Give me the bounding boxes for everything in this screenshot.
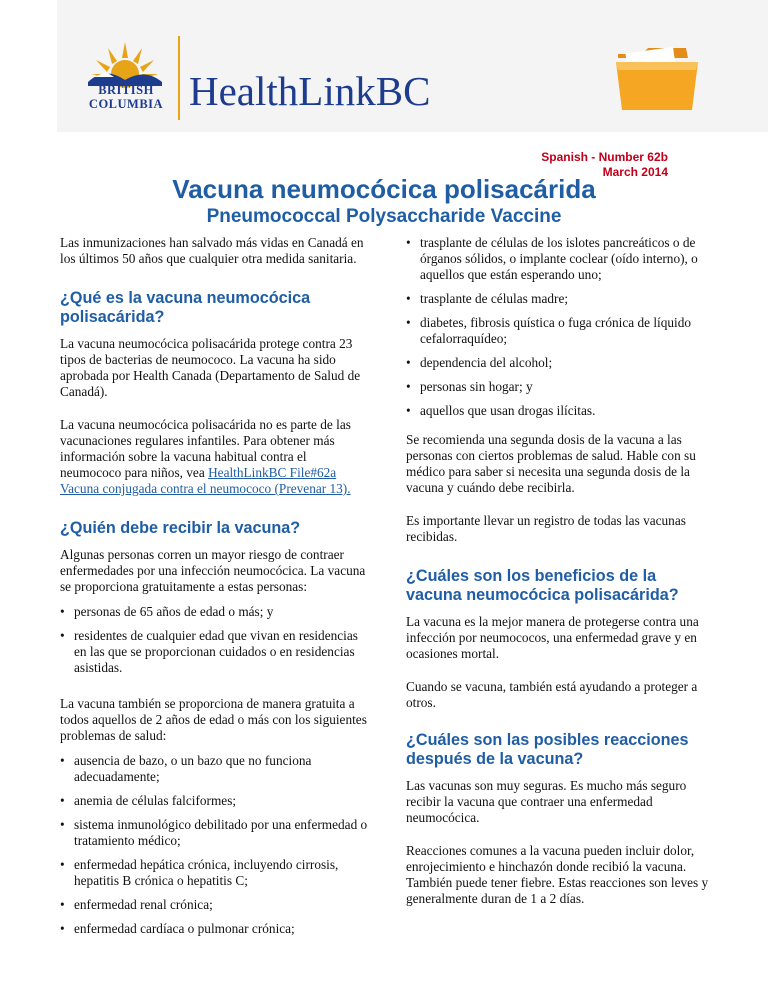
brand-name: HealthLinkBC <box>189 68 431 114</box>
heading-who: ¿Quién debe recibir la vacuna? <box>60 519 301 537</box>
what-paragraph-2-text: La vacuna neumocócica polisacárida no es parte de las vacunaciones regulares infantiles. Para obtener más información sobre la vacuna habitual contra el neumococo para niños, vea <box>60 417 351 480</box>
benefits-paragraph-1: La vacuna es la mejor manera de protegerse contra una infección por neumococos, una enfermedad grave y en ocasiones mortal. <box>406 614 699 661</box>
list-item: • sistema inmunológico debilitado por una enfermedad o tratamiento médico; <box>60 817 368 849</box>
folder-icon <box>612 40 702 115</box>
conditions-list-right <box>406 235 712 419</box>
second-dose-paragraph: Se recomienda una segunda dosis de la vacuna a las personas con ciertos problemas de salud. Hable con su médico para saber si necesita una segunda dosis de la vacuna y cuándo debe recibirla. <box>406 432 696 495</box>
list-item: • trasplante de células de los islotes pancreáticos o de órganos sólidos, o implante coclear (oído interno), o aquellos que están esperando uno; <box>406 235 712 283</box>
who-list <box>60 604 368 676</box>
page-subtitle: Pneumococcal Polysaccharide Vaccine <box>206 206 562 227</box>
healthlinkbc-62a-link[interactable]: HealthLinkBC File#62a Vacuna conjugada contra el neumococo (Prevenar 13). <box>60 465 351 496</box>
list-item: • enfermedad cardíaca o pulmonar crónica; <box>60 921 368 937</box>
benefits-paragraph-2: Cuando se vacuna, también está ayudando a proteger a otros. <box>406 679 698 710</box>
list-item: • ausencia de bazo, o un bazo que no funciona adecuadamente; <box>60 753 368 785</box>
bc-logo-line1: BRITISH <box>98 83 154 97</box>
conditions-list-left <box>60 753 368 937</box>
list-item: • dependencia del alcohol; <box>406 355 712 371</box>
intro-paragraph: Las inmunizaciones han salvado más vidas en Canadá en los últimos 50 años que cualquier otra medida sanitaria. <box>60 235 364 266</box>
who-paragraph-2: La vacuna también se proporciona de manera gratuita a todos aquellos de 2 años de edad o más con los siguientes problemas de salud: <box>60 696 367 743</box>
heading-what: ¿Qué es la vacuna neumocócica polisacárida? <box>60 289 311 326</box>
list-item: • residentes de cualquier edad que vivan en residencias en las que se proporcionan cuidados o en residencias asistidas. <box>60 628 368 676</box>
list-item: • diabetes, fibrosis quística o fuga crónica de líquido cefalorraquídeo; <box>406 315 712 347</box>
list-item: • anemia de células falciformes; <box>60 793 368 809</box>
heading-benefits: ¿Cuáles son los beneficios de la vacuna neumocócica polisacárida? <box>406 567 679 604</box>
heading-reactions: ¿Cuáles son las posibles reacciones después de la vacuna? <box>406 731 689 768</box>
list-item: • personas de 65 años de edad o más; y <box>60 604 368 620</box>
record-paragraph: Es importante llevar un registro de todas las vacunas recibidas. <box>406 513 686 544</box>
list-item: • enfermedad renal crónica; <box>60 897 368 913</box>
list-item: • trasplante de células madre; <box>406 291 712 307</box>
page-title: Vacuna neumocócica polisacárida <box>172 174 596 204</box>
reactions-paragraph-1: Las vacunas son muy seguras. Es mucho más seguro recibir la vacuna que contraer una enfermedad neumocócica. <box>406 778 687 825</box>
who-paragraph-1: Algunas personas corren un mayor riesgo de contraer enfermedades por una infección neumocócica. La vacuna se proporciona gratuitamente a estas personas: <box>60 547 366 594</box>
document-date: March 2014 <box>602 165 668 179</box>
reactions-paragraph-2: Reacciones comunes a la vacuna pueden incluir dolor, enrojecimiento e hinchazón donde recibió la vacuna. También puede tener fiebre. Estas reacciones son leves y generalmente duran de 1 a 2 días. <box>406 843 709 906</box>
logo-divider <box>178 36 180 120</box>
left-column <box>60 235 368 950</box>
what-paragraph-1: La vacuna neumocócica polisacárida protege contra 23 tipos de bacterias de neumococo. La vacuna ha sido aprobada por Health Canada (Departamento de Salud de Canadá). <box>60 336 361 399</box>
list-item: • enfermedad hepática crónica, incluyendo cirrosis, hepatitis B crónica o hepatitis C; <box>60 857 368 889</box>
list-item: • aquellos que usan drogas ilícitas. <box>406 403 712 419</box>
list-item: • personas sin hogar; y <box>406 379 712 395</box>
document-number: Spanish - Number 62b <box>541 150 668 164</box>
what-paragraph-2 <box>60 417 368 497</box>
right-column <box>406 235 712 924</box>
bc-logo-line2: COLUMBIA <box>88 97 164 111</box>
